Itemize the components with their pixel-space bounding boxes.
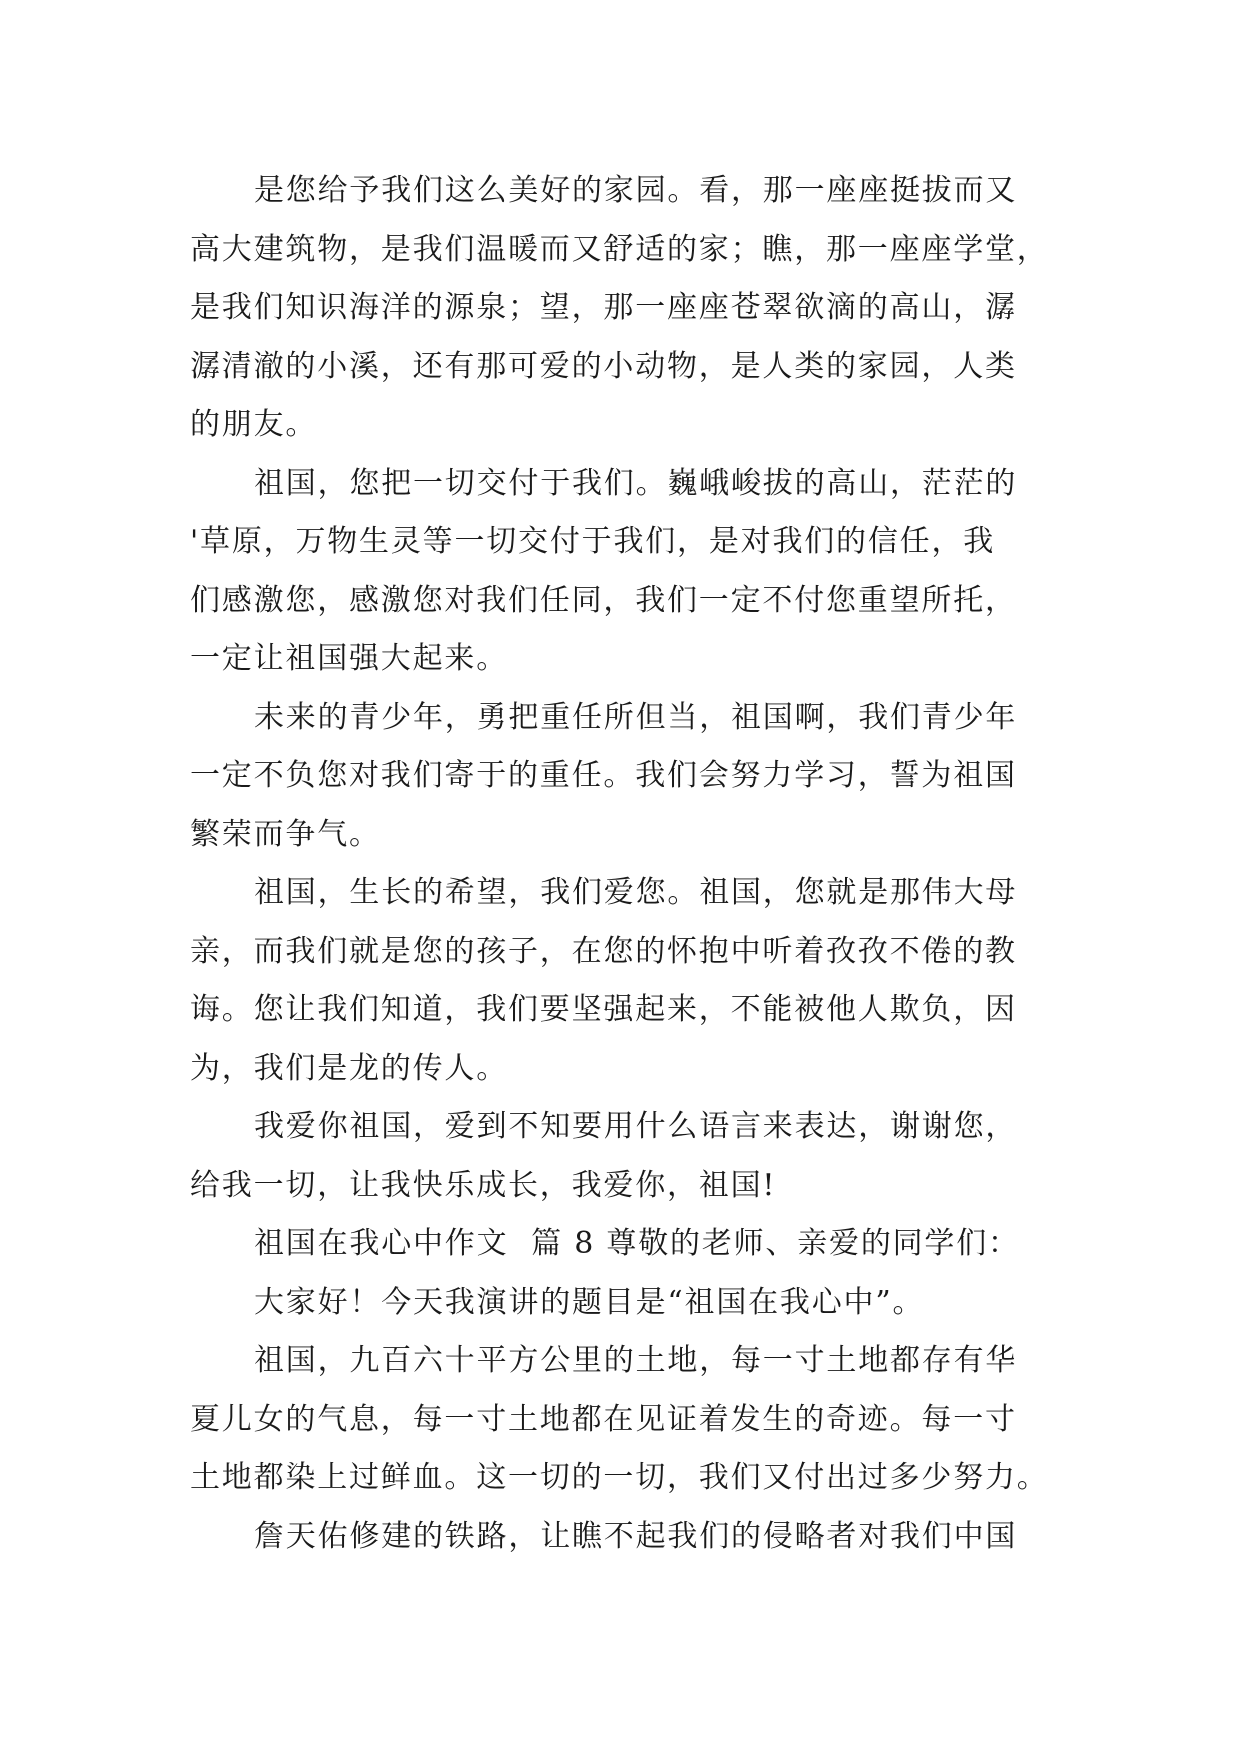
text-line: 土地都染上过鲜血。这一切的一切，我们又付出过多少努力。 <box>190 1460 1049 1495</box>
text-line: 祖国在我心中作文 篇 8 尊敬的老师、亲爱的同学们： <box>254 1226 1020 1261</box>
text-line: 亲，而我们就是您的孩子，在您的怀抱中听着孜孜不倦的教 <box>190 933 1017 969</box>
text-line: 高大建筑物，是我们温暖而又舒适的家；瞧，那一座座学堂， <box>190 231 1049 267</box>
paragraph-youth <box>190 689 1050 865</box>
paragraph-homeland <box>190 162 1050 455</box>
essay-title-line <box>190 1215 1050 1274</box>
text-line: 们感激您，感激您对我们任同，我们一定不付您重望所托， <box>190 582 1017 618</box>
paragraph-love <box>190 1098 1050 1215</box>
text-line: 祖国，您把一切交付于我们。巍峨峻拔的高山，茫茫的 <box>254 465 1018 501</box>
text-line: 大家好！今天我演讲的题目是“祖国在我心中”。 <box>254 1284 925 1320</box>
text-line: 一定不负您对我们寄于的重任。我们会努力学习，誓为祖国 <box>190 758 1017 793</box>
text-line: 是我们知识海洋的源泉；望，那一座座苍翠欲滴的高山，潺 <box>190 290 1017 325</box>
text-line: 繁荣而争气。 <box>190 816 381 852</box>
text-line: '草原，万物生灵等一切交付于我们，是对我们的信任，我 <box>190 524 996 559</box>
text-line: 我爱你祖国，爱到不知要用什么语言来表达，谢谢您， <box>254 1109 1018 1144</box>
paragraph-mother <box>190 864 1050 1098</box>
text-line: 未来的青少年，勇把重任所但当，祖国啊，我们青少年 <box>254 699 1018 735</box>
paragraph-entrust <box>190 455 1050 689</box>
text-line: 潺清澈的小溪，还有那可爱的小动物，是人类的家园，人类 <box>190 348 1017 384</box>
paragraph-land <box>190 1332 1050 1508</box>
text-line: 是您给予我们这么美好的家园。看，那一座座挺拔而又 <box>254 173 1018 208</box>
text-line: 的朋友。 <box>190 407 318 442</box>
text-line: 给我一切，让我快乐成长，我爱你，祖国! <box>190 1167 777 1203</box>
text-line: 一定让祖国强大起来。 <box>190 641 508 676</box>
text-line: 祖国，生长的希望，我们爱您。祖国，您就是那伟大母 <box>254 875 1018 910</box>
text-line: 为，我们是龙的传人。 <box>190 1050 508 1086</box>
text-line: 夏儿女的气息，每一寸土地都在见证着发生的奇迹。每一寸 <box>190 1401 1017 1437</box>
paragraph-railway <box>190 1508 1050 1567</box>
text-line: 祖国，九百六十平方公里的土地，每一寸土地都存有华 <box>254 1343 1018 1378</box>
speech-greeting <box>190 1274 1050 1333</box>
essay-body <box>190 162 1050 1566</box>
text-line: 詹天佑修建的铁路，让瞧不起我们的侵略者对我们中国 <box>254 1518 1018 1554</box>
text-line: 诲。您让我们知道，我们要坚强起来，不能被他人欺负，因 <box>190 992 1017 1027</box>
